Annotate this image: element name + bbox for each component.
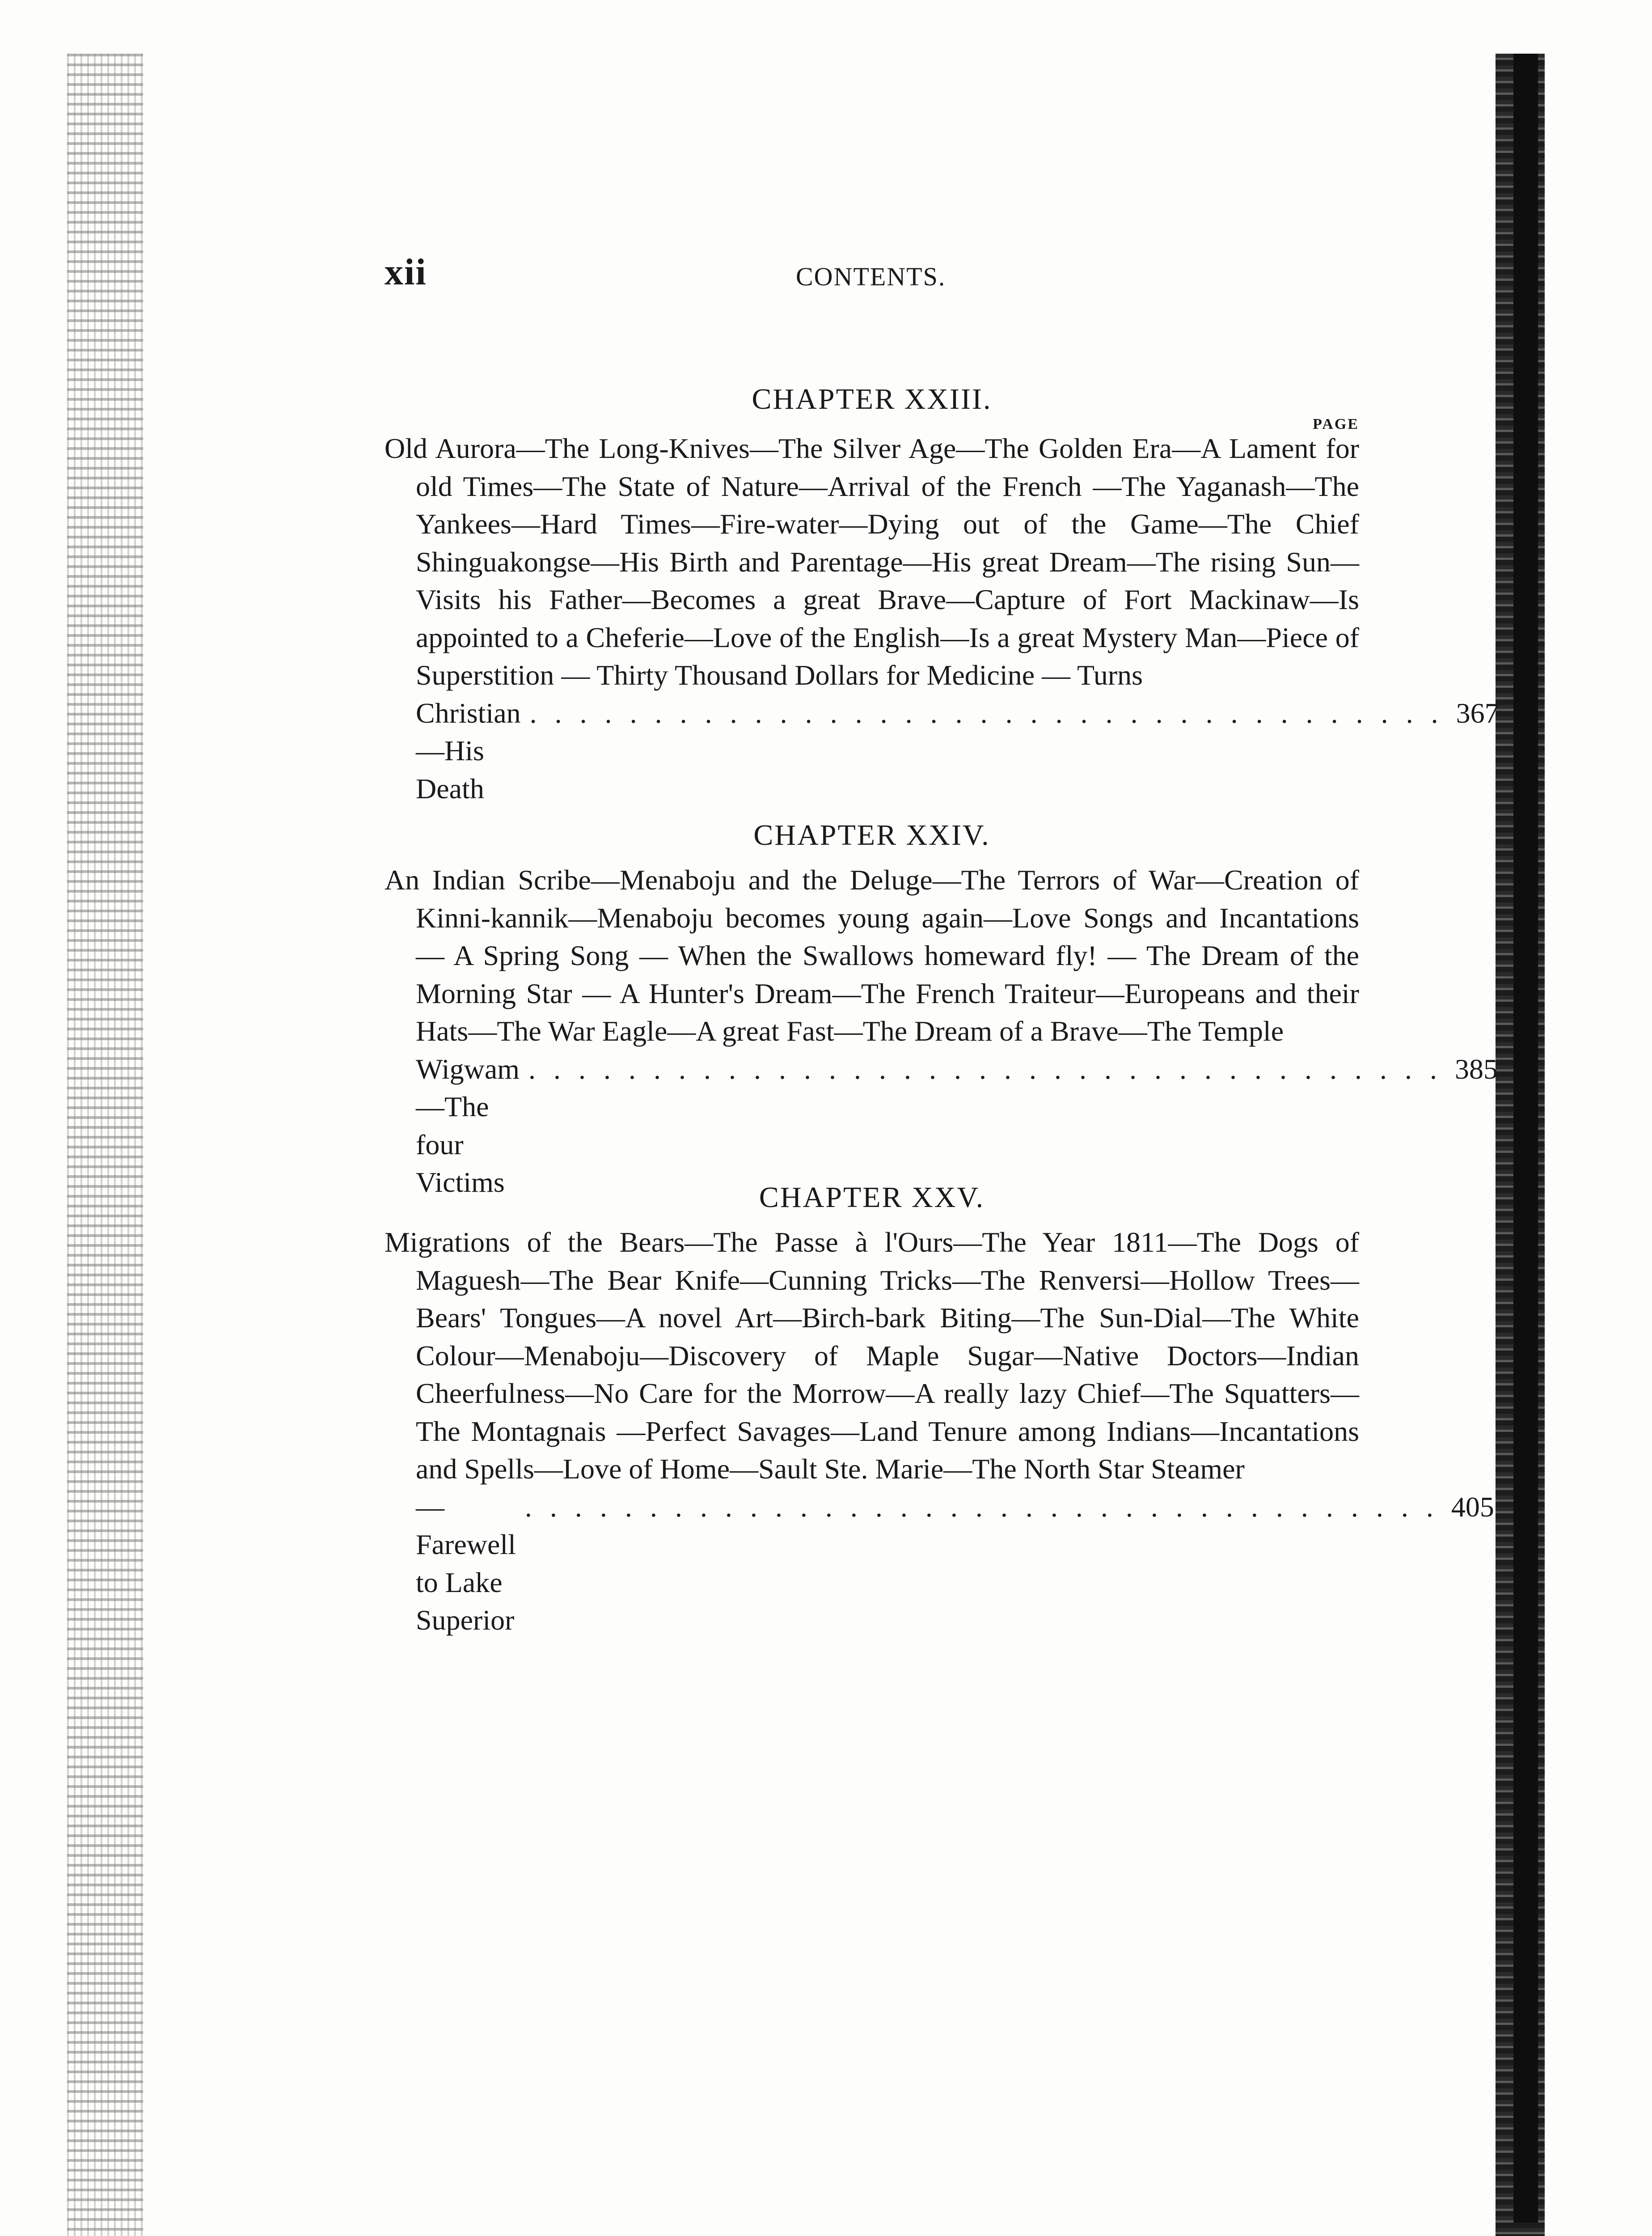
chapter-summary-last-line	[384, 1488, 1494, 1639]
chapter-entry-xxv	[384, 1181, 1494, 1639]
chapter-title: CHAPTER XXIII.	[752, 383, 992, 415]
page-reference: 367	[1456, 697, 1499, 729]
chapter-summary: An Indian Scribe—Menaboju and the Deluge—The Terrors of War—Creation of Kinni-kannik—Menaboju becomes young again—Love Songs and Incantations — A Spring Song — When the Swallows homeward fly! — The Dream of the Morning Star — A Hunter's Dream—The French Traiteur—Europeans and their Hats—The War Eagle—A great Fast—The Dream of a Brave—The Temple	[384, 864, 1359, 1047]
page-reference: 385	[1455, 1053, 1498, 1085]
scan-edge-bar-right	[1513, 54, 1538, 2223]
chapter-summary-last-line	[384, 695, 1499, 808]
page-reference: 405	[1451, 1491, 1494, 1523]
dot-leader: .....................................	[524, 1491, 1451, 1523]
chapter-entry-xxiv	[384, 818, 1498, 1202]
page-column-label: PAGE	[1313, 416, 1359, 432]
dot-leader: .....................................	[528, 1053, 1455, 1085]
last-line-text: —Farewell to Lake Superior	[416, 1491, 516, 1636]
chapter-title: CHAPTER XXIV.	[753, 819, 990, 851]
chapter-entry-xxiii	[384, 382, 1499, 808]
scan-binding-shadow-left	[67, 54, 143, 2236]
last-line-text: Wigwam—The four Victims	[416, 1053, 520, 1198]
page-number: xii	[384, 251, 427, 293]
chapter-summary-last-line	[384, 1050, 1498, 1202]
running-head: CONTENTS.	[796, 262, 946, 291]
last-line-text: Christian—His Death	[416, 697, 521, 805]
dot-leader: .....................................	[529, 697, 1456, 729]
chapter-title: CHAPTER XXV.	[759, 1181, 985, 1214]
chapter-summary: Old Aurora—The Long-Knives—The Silver Age—The Golden Era—A Lament for old Times—The State of Nature—Arrival of the French —The Yaganash—The Yankees—Hard Times—Fire-water—Dying out of the Game—The Chief Shinguakongse—His Birth and Parentage—His great Dream—The rising Sun—Visits his Father—Becomes a great Brave—Capture of Fort Mackinaw—Is appointed to a Cheferie—Love of the English—Is a great Mystery Man—Piece of Superstition — Thirty Thousand Dollars for Medicine — Turns	[384, 432, 1359, 691]
chapter-summary: Migrations of the Bears—The Passe à l'Ours—The Year 1811—The Dogs of Maguesh—The Bear Knife—Cunning Tricks—The Renversi—Hollow Trees—Bears' Tongues—A novel Art—Birch-bark Biting—The Sun-Dial—The White Colour—Menaboju—Discovery of Maple Sugar—Native Doctors—Indian Cheerfulness—No Care for the Morrow—A really lazy Chief—The Squatters—The Montagnais —Perfect Savages—Land Tenure among Indians—Incantations and Spells—Love of Home—Sault Ste. Marie—The North Star Steamer	[384, 1226, 1359, 1485]
